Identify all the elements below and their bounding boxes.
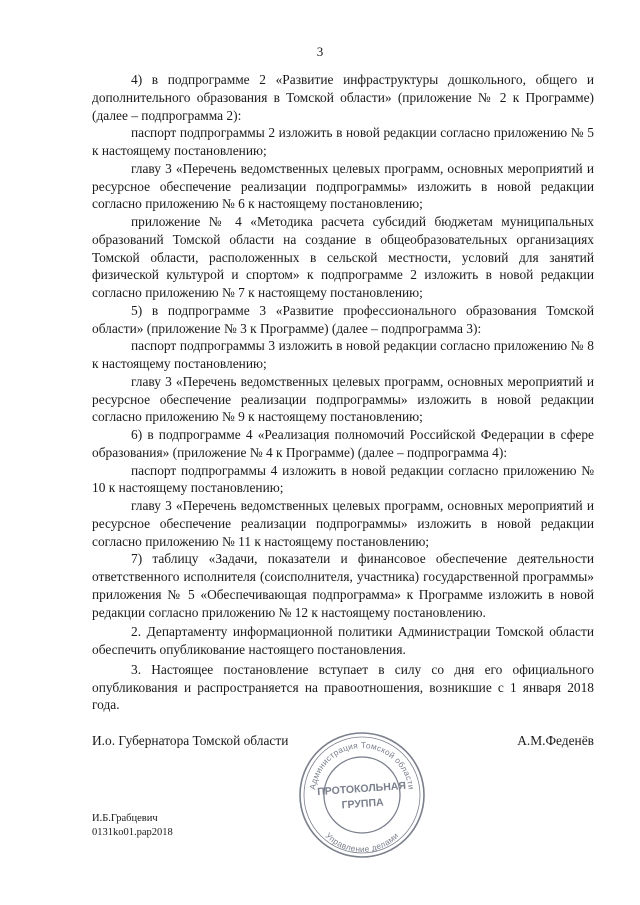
stamp-center-line-1: ПРОТОКОЛЬНАЯ xyxy=(316,779,407,799)
document-footer xyxy=(92,812,173,839)
paragraph-clause-2: 2. Департаменту информационной политики Администрации Томской области обеспечить опубликование настоящего постановления. xyxy=(92,624,594,657)
page-number: 3 xyxy=(316,44,324,59)
paragraph-passport-2: паспорт подпрограммы 2 изложить в новой редакции согласно приложению № 5 к настоящему постановлению; xyxy=(92,125,594,158)
paragraph-item-7: 7) таблицу «Задачи, показатели и финансовое обеспечение деятельности ответственного исполнителя (соисполнителя, участника) государственной программы» приложения № 5 «Обеспечивающая подпрограмма» к Программе изложить в новой редакции согласно приложению № 12 к настоящему постановлению. xyxy=(92,551,594,620)
author-initials: И.Б.Грабцевич xyxy=(92,813,158,824)
stamp-outer-text-top: Администрация Томской области xyxy=(307,739,417,791)
paragraph-passport-3: паспорт подпрограммы 3 изложить в новой редакции согласно приложению № 8 к настоящему постановлению; xyxy=(92,338,594,371)
paragraph-item-4: 4) в подпрограмме 2 «Развитие инфраструктуры дошкольного, общего и дополнительного образования в Томской области» (приложение № 2 к Программе) (далее – подпрограмма 2): xyxy=(92,72,594,123)
signatory-position: И.о. Губернатора Томской области xyxy=(92,733,289,748)
round-stamp xyxy=(296,729,428,861)
paragraph-clause-3: 3. Настоящее постановление вступает в силу со дня его официального опубликования и распространяется на правоотношения, возникшие с 1 января 2018 года. xyxy=(92,661,594,713)
paragraph-item-6: 6) в подпрограмме 4 «Реализация полномочий Российской Федерации в сфере образования» (приложение № 4 к Программе) (далее – подпрограмма 4): xyxy=(92,427,594,460)
stamp-outer-text-bottom: Управление делами xyxy=(323,830,401,855)
paragraph-chapter-3-sub3: главу 3 «Перечень ведомственных целевых программ, основных мероприятий и ресурсное обеспечение реализации подпрограммы» изложить в новой редакции согласно приложению № 9 к настоящему постановлению; xyxy=(92,373,594,425)
paragraph-item-5: 5) в подпрограмме 3 «Развитие профессионального образования Томской области» (приложение № 3 к Программе) (далее – подпрограмма 3): xyxy=(92,302,594,336)
document-body xyxy=(92,71,594,714)
paragraph-passport-4: паспорт подпрограммы 4 изложить в новой редакции согласно приложению № 10 к настоящему постановлению; xyxy=(92,462,594,496)
signatory-name: А.М.Феденёв xyxy=(517,733,594,748)
stamp-center-line-2: ГРУППА xyxy=(341,796,385,812)
file-reference: 0131ko01.pap2018 xyxy=(92,826,173,838)
paragraph-chapter-3-sub2: главу 3 «Перечень ведомственных целевых программ, основных мероприятий и ресурсное обеспечение реализации подпрограммы» изложить в новой редакции согласно приложению № 6 к настоящему постановлению; xyxy=(92,160,594,212)
paragraph-appendix-4: приложение № 4 «Методика расчета субсидий бюджетам муниципальных образований Томской области на создание в общеобразовательных организациях Томской области, расположенных в сельской местности, условий для занятий физической культурой и спортом» к подпрограмме 2 изложить в новой редакции согласно приложению № 7 к настоящему постановлению; xyxy=(92,214,594,300)
paragraph-chapter-3-sub4: главу 3 «Перечень ведомственных целевых программ, основных мероприятий и ресурсное обеспечение реализации подпрограммы» изложить в новой редакции согласно приложению № 11 к настоящему постановлению; xyxy=(92,498,594,549)
